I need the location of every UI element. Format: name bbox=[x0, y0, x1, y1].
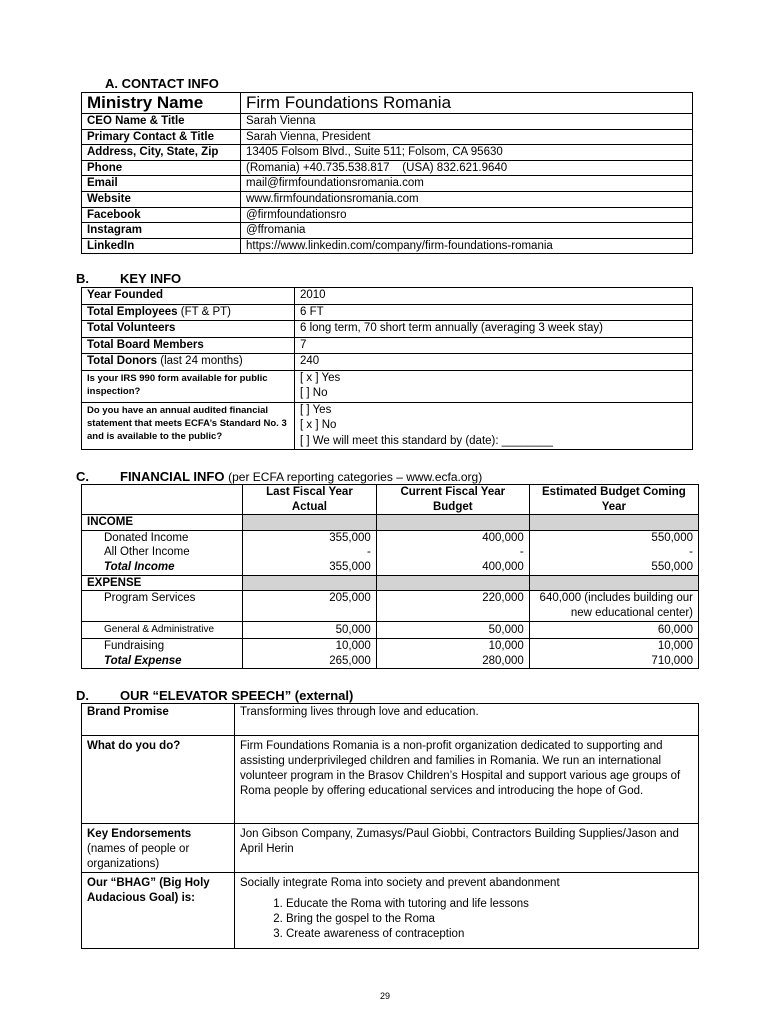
table-row bbox=[82, 545, 699, 560]
shaded-cell bbox=[376, 515, 529, 531]
table-row bbox=[82, 873, 699, 949]
bhag-text: Socially integrate Roma into society and prevent abandonment bbox=[240, 877, 560, 889]
key-label: Total Board Members bbox=[82, 337, 295, 354]
contact-value: (Romania) +40.735.538.817 (USA) 832.621.9640 bbox=[241, 160, 693, 176]
row-label: Total Expense bbox=[82, 654, 243, 669]
key-label: Total Volunteers bbox=[82, 321, 295, 338]
key-value: 6 long term, 70 short term annually (averaging 3 week stay) bbox=[295, 321, 693, 338]
contact-info-table bbox=[81, 92, 693, 254]
value-cell: 10,000 bbox=[529, 639, 698, 654]
value-cell: 400,000 bbox=[376, 560, 529, 575]
contact-label: Address, City, State, Zip bbox=[82, 145, 241, 161]
table-row bbox=[82, 354, 693, 371]
value-cell: 10,000 bbox=[243, 639, 377, 654]
shaded-cell bbox=[243, 575, 377, 591]
row-label: Fundraising bbox=[82, 639, 243, 654]
income-label: INCOME bbox=[82, 515, 243, 531]
key-value: 2010 bbox=[295, 288, 693, 305]
table-row bbox=[82, 402, 693, 450]
speech-value: Jon Gibson Company, Zumasys/Paul Giobbi, Contractors Building Supplies/Jason and April Herin bbox=[235, 824, 699, 873]
table-row bbox=[82, 304, 693, 321]
bhag-list bbox=[240, 897, 693, 942]
table-row bbox=[82, 223, 693, 239]
key-label: Is your IRS 990 form available for public inspection? bbox=[82, 370, 295, 402]
value-cell: - bbox=[529, 545, 698, 560]
value-cell: 400,000 bbox=[376, 530, 529, 545]
section-note: (per ECFA reporting categories – www.ecfa.org) bbox=[228, 470, 483, 484]
table-row bbox=[82, 337, 693, 354]
row-label: Total Income bbox=[82, 560, 243, 575]
table-row bbox=[82, 654, 699, 669]
table-row bbox=[82, 622, 699, 639]
elevator-speech-table bbox=[81, 703, 699, 949]
section-title: FINANCIAL INFO bbox=[120, 469, 225, 484]
column-header: Current Fiscal Year Budget bbox=[376, 485, 529, 515]
value-cell: 50,000 bbox=[243, 622, 377, 639]
contact-value: Sarah Vienna, President bbox=[241, 129, 693, 145]
table-row bbox=[82, 321, 693, 338]
list-item: 1. Educate the Roma with tutoring and life lessons bbox=[286, 897, 693, 912]
table-row bbox=[82, 238, 693, 254]
table-row bbox=[82, 145, 693, 161]
value-cell: 710,000 bbox=[529, 654, 698, 669]
contact-label: Instagram bbox=[82, 223, 241, 239]
contact-label: Phone bbox=[82, 160, 241, 176]
section-letter: B. bbox=[76, 271, 89, 286]
table-row bbox=[82, 704, 699, 736]
table-row bbox=[82, 824, 699, 873]
table-row bbox=[82, 591, 699, 622]
contact-label: Facebook bbox=[82, 207, 241, 223]
key-info-table bbox=[81, 287, 693, 450]
list-item: 2. Bring the gospel to the Roma bbox=[286, 912, 693, 927]
value-cell: 265,000 bbox=[243, 654, 377, 669]
shaded-cell bbox=[529, 575, 698, 591]
table-row bbox=[82, 160, 693, 176]
page-number: 29 bbox=[379, 991, 390, 1001]
section-a-heading: A. CONTACT INFO bbox=[105, 76, 219, 91]
section-title: KEY INFO bbox=[120, 271, 182, 286]
ministry-name-label: Ministry Name bbox=[82, 93, 241, 114]
row-label: All Other Income bbox=[82, 545, 243, 560]
section-letter: D. bbox=[76, 688, 89, 703]
speech-label: Brand Promise bbox=[82, 704, 235, 736]
table-row bbox=[82, 288, 693, 305]
value-cell: 10,000 bbox=[376, 639, 529, 654]
table-row bbox=[82, 575, 699, 591]
contact-value: Sarah Vienna bbox=[241, 114, 693, 130]
row-label: Program Services bbox=[82, 591, 243, 622]
table-row bbox=[82, 515, 699, 531]
instagram-value: @ffromania bbox=[241, 223, 693, 239]
section-title: OUR “ELEVATOR SPEECH” (external) bbox=[120, 688, 354, 703]
value-cell: 50,000 bbox=[376, 622, 529, 639]
key-value: 240 bbox=[295, 354, 693, 371]
contact-label: LinkedIn bbox=[82, 238, 241, 254]
contact-value: 13405 Folsom Blvd., Suite 511; Folsom, CA 95630 bbox=[241, 145, 693, 161]
website-value: www.firmfoundationsromania.com bbox=[241, 191, 693, 207]
value-cell: - bbox=[376, 545, 529, 560]
speech-value: Firm Foundations Romania is a non-profit organization dedicated to supporting and assisting underprivileged children and families in Romania. We run an international volunteer program in the Brasov Children’s Hospital and support various age groups of Roma people by offering educational services and introducing the hope of God. bbox=[235, 736, 699, 824]
section-d-heading bbox=[76, 689, 353, 703]
table-row bbox=[82, 639, 699, 654]
shaded-cell bbox=[243, 515, 377, 531]
key-value: 6 FT bbox=[295, 304, 693, 321]
value-cell: 355,000 bbox=[243, 560, 377, 575]
financial-info-table bbox=[81, 484, 699, 669]
blank-header-cell bbox=[82, 485, 243, 515]
row-label: Donated Income bbox=[82, 530, 243, 545]
key-value: [ ] Yes [ x ] No [ ] We will meet this standard by (date): ________ bbox=[295, 402, 693, 450]
key-label: Total Employees (FT & PT) bbox=[82, 304, 295, 321]
speech-label: Key Endorsements (names of people or organizations) bbox=[82, 824, 235, 873]
expense-label: EXPENSE bbox=[82, 575, 243, 591]
table-row bbox=[82, 530, 699, 545]
speech-value bbox=[235, 873, 699, 949]
key-label: Do you have an annual audited financial statement that meets ECFA’s Standard No. 3 and is available to the public? bbox=[82, 402, 295, 450]
row-label: General & Administrative bbox=[82, 622, 243, 639]
list-item: 3. Create awareness of contraception bbox=[286, 927, 693, 942]
table-row bbox=[82, 114, 693, 130]
ministry-name-value: Firm Foundations Romania bbox=[241, 93, 693, 114]
shaded-cell bbox=[376, 575, 529, 591]
table-row bbox=[82, 93, 693, 114]
value-cell: - bbox=[243, 545, 377, 560]
table-row bbox=[82, 129, 693, 145]
key-value: [ x ] Yes [ ] No bbox=[295, 370, 693, 402]
table-row bbox=[82, 736, 699, 824]
table-row bbox=[82, 191, 693, 207]
value-cell: 205,000 bbox=[243, 591, 377, 622]
value-cell: 550,000 bbox=[529, 530, 698, 545]
column-header: Estimated Budget Coming Year bbox=[529, 485, 698, 515]
section-b-heading bbox=[76, 272, 181, 286]
value-cell: 220,000 bbox=[376, 591, 529, 622]
section-letter: C. bbox=[76, 469, 89, 484]
contact-label: CEO Name & Title bbox=[82, 114, 241, 130]
table-row bbox=[82, 560, 699, 575]
section-c-heading bbox=[76, 470, 482, 484]
contact-label: Website bbox=[82, 191, 241, 207]
speech-label: What do you do? bbox=[82, 736, 235, 824]
shaded-cell bbox=[529, 515, 698, 531]
value-cell: 550,000 bbox=[529, 560, 698, 575]
table-header-row bbox=[82, 485, 699, 515]
key-label: Total Donors (last 24 months) bbox=[82, 354, 295, 371]
email-value: mail@firmfoundationsromania.com bbox=[241, 176, 693, 192]
key-label: Year Founded bbox=[82, 288, 295, 305]
speech-value: Transforming lives through love and education. bbox=[235, 704, 699, 736]
speech-label: Our “BHAG” (Big Holy Audacious Goal) is: bbox=[82, 873, 235, 949]
table-row bbox=[82, 370, 693, 402]
key-value: 7 bbox=[295, 337, 693, 354]
value-cell: 640,000 (includes building our new educational center) bbox=[529, 591, 698, 622]
value-cell: 355,000 bbox=[243, 530, 377, 545]
facebook-value: @firmfoundationsro bbox=[241, 207, 693, 223]
table-row bbox=[82, 207, 693, 223]
contact-label: Primary Contact & Title bbox=[82, 129, 241, 145]
value-cell: 280,000 bbox=[376, 654, 529, 669]
table-row bbox=[82, 176, 693, 192]
contact-label: Email bbox=[82, 176, 241, 192]
column-header: Last Fiscal Year Actual bbox=[243, 485, 377, 515]
value-cell: 60,000 bbox=[529, 622, 698, 639]
linkedin-value: https://www.linkedin.com/company/firm-foundations-romania bbox=[241, 238, 693, 254]
